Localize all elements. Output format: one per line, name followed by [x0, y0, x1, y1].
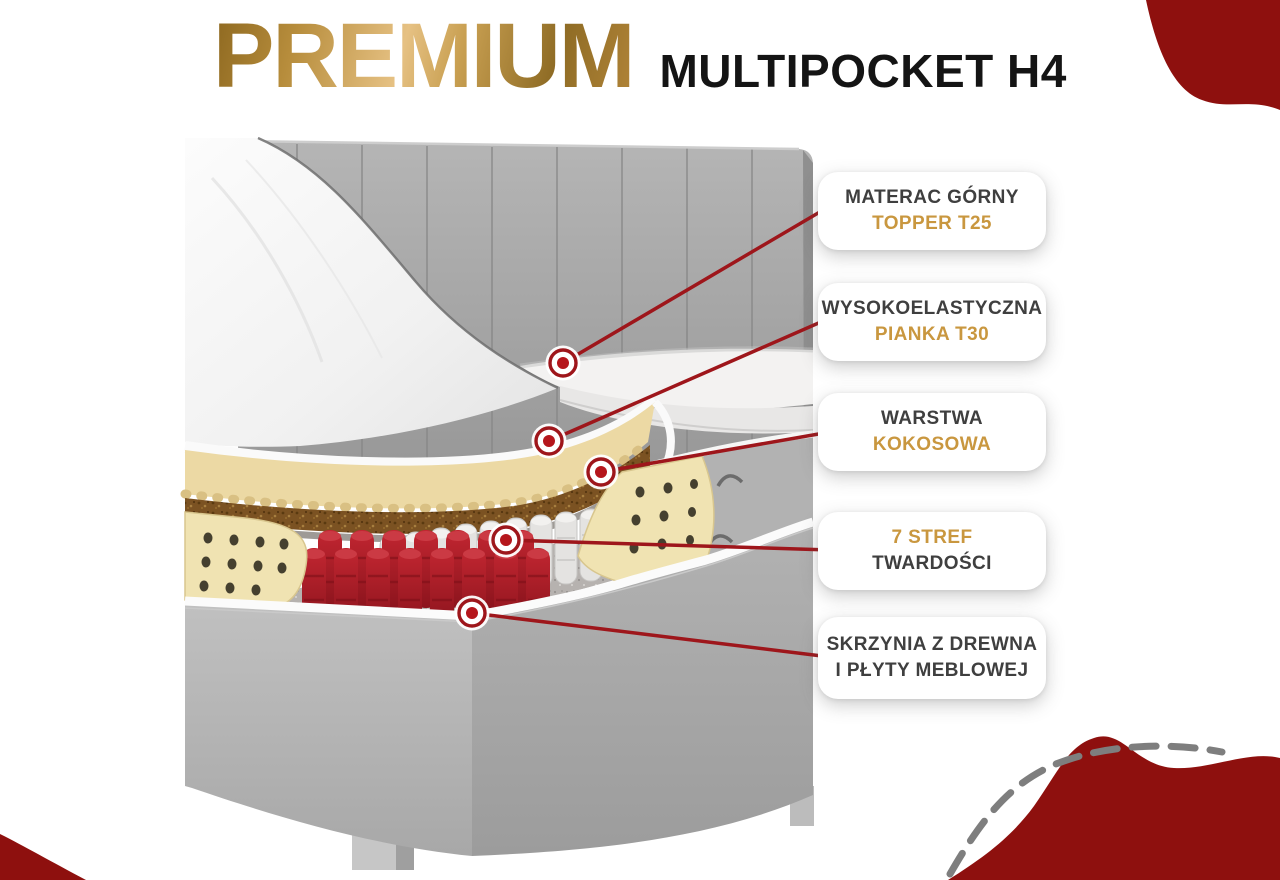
callout-label-coconut	[818, 393, 1046, 471]
callout-label-zones	[818, 512, 1046, 590]
callout-text: SKRZYNIA Z DREWNA	[826, 634, 1038, 655]
corner-blob-bottom-left	[0, 834, 86, 880]
callout-text-accent: KOKOSOWA	[872, 434, 992, 455]
callout-text-accent: 7 STREF	[891, 527, 973, 548]
brand-title: PREMIUM	[213, 5, 634, 107]
bullseye-marker-icon	[532, 424, 567, 459]
callout-label-topper	[818, 172, 1046, 250]
page-title	[213, 5, 1067, 107]
bullseye-marker-icon	[546, 346, 581, 381]
bullseye-marker-icon	[584, 455, 619, 490]
callout-text: I PŁYTY MEBLOWEJ	[835, 660, 1029, 681]
callout-label-box	[818, 617, 1046, 699]
model-title: MULTIPOCKET H4	[659, 45, 1067, 97]
callout-text: WARSTWA	[880, 408, 983, 429]
callout-text: WYSOKOELASTYCZNA	[821, 298, 1043, 319]
bullseye-marker-icon	[489, 523, 524, 558]
callout-text: MATERAC GÓRNY	[845, 187, 1019, 208]
bullseye-marker-icon	[455, 596, 490, 631]
corner-blob-top-right	[1146, 0, 1280, 110]
callout-label-foam	[818, 283, 1046, 361]
callout-text-accent: TOPPER T25	[872, 213, 992, 234]
callout-text: TWARDOŚCI	[872, 553, 992, 574]
callout-text-accent: PIANKA T30	[874, 324, 990, 345]
